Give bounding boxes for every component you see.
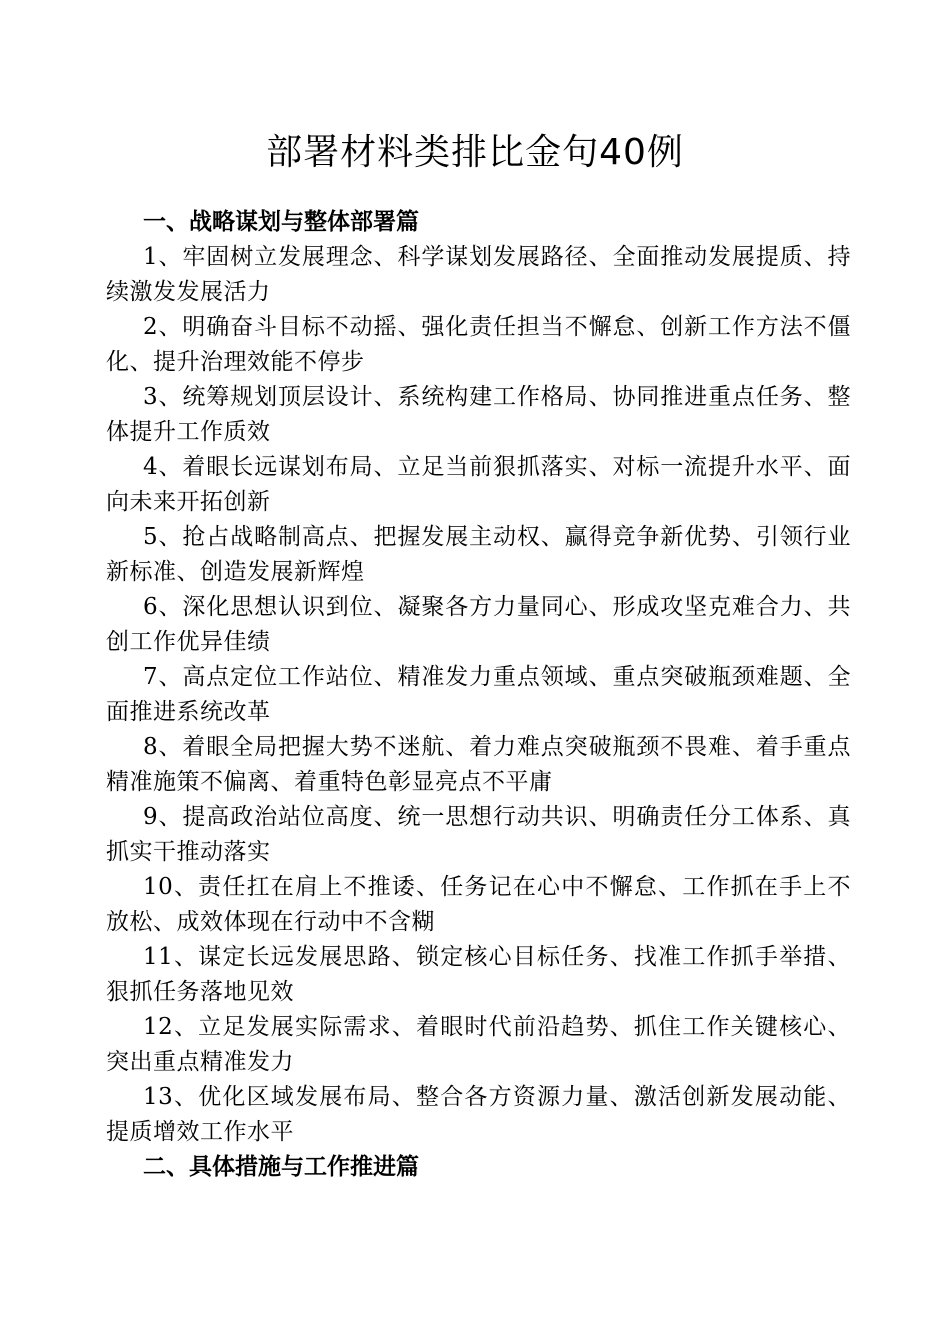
section-heading-measures: 二、具体措施与工作推进篇 [143,1154,419,1180]
list-item: 9、提高政治站位高度、统一思想行动共识、明确责任分工体系、真抓实干推动落实 [106,804,851,865]
list-item: 12、立足发展实际需求、着眼时代前沿趋势、抓住工作关键核心、突出重点精准发力 [106,1014,851,1075]
list-item: 4、着眼长远谋划布局、立足当前狠抓落实、对标一流提升水平、面向未来开拓创新 [106,454,851,515]
list-item: 3、统筹规划顶层设计、系统构建工作格局、协同推进重点任务、整体提升工作质效 [106,384,851,445]
list-item: 10、责任扛在肩上不推诿、任务记在心中不懈怠、工作抓在手上不放松、成效体现在行动中不含糊 [106,874,851,935]
list-item: 6、深化思想认识到位、凝聚各方力量同心、形成攻坚克难合力、共创工作优异佳绩 [106,594,851,655]
page-title: 部署材料类排比金句40例 [266,132,684,173]
section-heading-strategy: 一、战略谋划与整体部署篇 [143,209,419,235]
list-item: 1、牢固树立发展理念、科学谋划发展路径、全面推动发展提质、持续激发发展活力 [106,244,851,305]
list-item: 2、明确奋斗目标不动摇、强化责任担当不懈怠、创新工作方法不僵化、提升治理效能不停步 [106,314,851,375]
list-item: 5、抢占战略制高点、把握发展主动权、赢得竞争新优势、引领行业新标准、创造发展新辉煌 [106,524,851,585]
document-body [106,205,851,1185]
list-item: 11、谋定长远发展思路、锁定核心目标任务、找准工作抓手举措、狠抓任务落地见效 [106,944,851,1005]
list-item: 13、优化区域发展布局、整合各方资源力量、激活创新发展动能、提质增效工作水平 [106,1084,851,1145]
list-item: 7、高点定位工作站位、精准发力重点领域、重点突破瓶颈难题、全面推进系统改革 [106,664,851,725]
list-item: 8、着眼全局把握大势不迷航、着力难点突破瓶颈不畏难、着手重点精准施策不偏离、着重特色彰显亮点不平庸 [106,734,851,795]
